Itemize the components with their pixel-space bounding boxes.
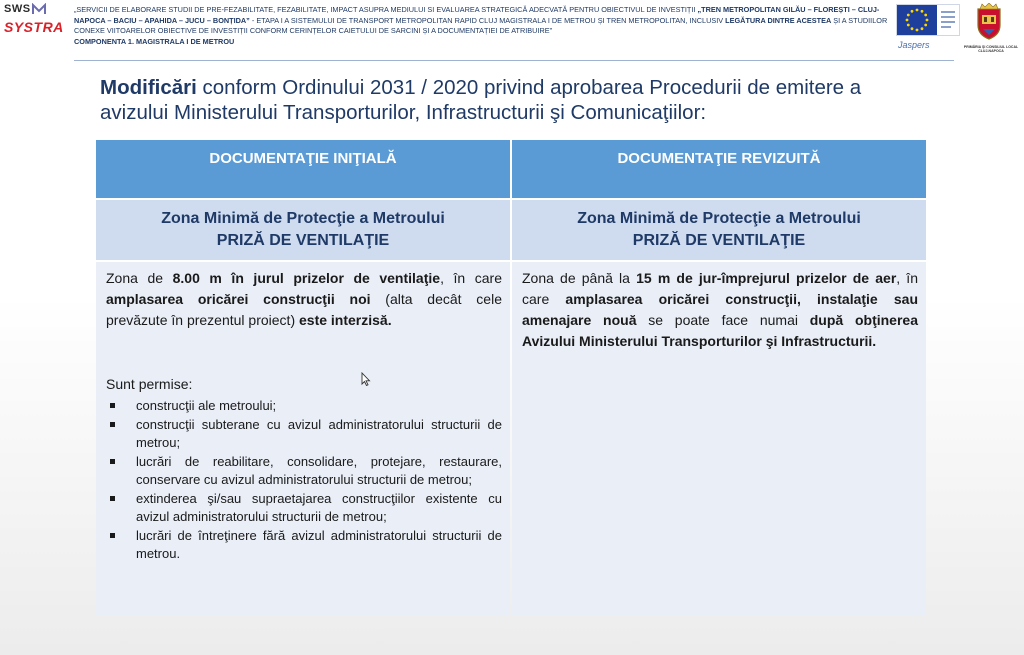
list-item-text: extinderea şi/sau supraetajarea construcţiilor existente cu avizul administratorului structurii de metrou; xyxy=(136,490,502,524)
initial-text-3: (alta decât cele prevăzute în prezentul proiect) xyxy=(106,291,502,328)
subheader-revised-text xyxy=(512,208,926,252)
project-description-end: ȘI A STUDIILOR CONEXE VIITOARELOR OBIECTIVE DE INVESTIȚII CONFORM CERINȚELOR CAIETULUI DE SARCINI ȘI A DOCUMENTAȚIEI DE ATRIBUIRE” xyxy=(74,15,888,35)
revised-rule-text xyxy=(522,268,918,352)
initial-bold-1: 8.00 m în jurul prizelor de ventilaţie xyxy=(172,270,441,286)
body-initial xyxy=(96,262,510,616)
sws-logo-text: SWS xyxy=(4,3,31,15)
body-revised xyxy=(512,262,926,616)
list-item xyxy=(106,416,502,453)
mouse-cursor-icon xyxy=(361,372,371,386)
bullet-icon xyxy=(110,496,115,501)
column-header-revised-label: DOCUMENTAŢIE REVIZUITĂ xyxy=(617,150,821,167)
subheader-initial-text xyxy=(96,208,510,252)
component-title: COMPONENTA 1. MAGISTRALA I DE METROU xyxy=(74,36,235,46)
project-description-mid: - ETAPA I A SISTEMULUI DE TRANSPORT METROPOLITAN RAPID CLUJ MAGISTRALA I DE METROU ȘI TREN METROPOLITAN, INCLUSIV xyxy=(249,15,726,25)
list-item-text: lucrări de reabilitare, consolidare, protejare, restaurare, conservare cu avizul administratorului structurii de metrou; xyxy=(136,453,502,487)
title-text: conform Ordinului 2031 / 2020 privind aprobarea Procedurii de emitere a avizului Ministerului Transporturilor, Infrastructurii şi Comunicaţiilor: xyxy=(100,76,862,124)
document-header xyxy=(0,0,1024,62)
comparison-table xyxy=(96,140,926,616)
systra-logo-text: SYSTRA xyxy=(4,19,64,35)
list-item xyxy=(106,397,502,416)
subheader-initial xyxy=(96,200,510,260)
crest-caption: PRIMĂRIA ŞI CONSILIUL LOCAL CLUJ-NAPOCA xyxy=(963,45,1019,53)
list-item-text: lucrări de întreţinere fără avizul administratorului structurii de metrou. xyxy=(136,527,502,561)
subheader-revised-line2: PRIZĂ DE VENTILAŢIE xyxy=(632,232,806,249)
page-title xyxy=(100,75,920,125)
allowed-title: Sunt permise: xyxy=(106,376,193,392)
project-description xyxy=(74,5,894,47)
initial-text-1: Zona de xyxy=(106,270,173,286)
revised-text-1: Zona de până la xyxy=(522,270,637,286)
metropolitan-logo-icon xyxy=(32,3,46,15)
column-header-initial-label: DOCUMENTAŢIE INIŢIALĂ xyxy=(209,150,397,167)
revised-bold-3: după obţinerea Avizului Ministerului Transporturilor şi Infrastructurii. xyxy=(522,312,918,349)
subheader-revised xyxy=(512,200,926,260)
initial-rule-text xyxy=(106,268,502,331)
project-name-bold: „TREN METROPOLITAN GILĂU – FLOREȘTI – CLUJ-NAPOCA – BACIU – APAHIDA – JUCU – BONȚIDA” xyxy=(74,5,880,25)
project-link-bold: LEGĂTURA DINTRE ACESTEA xyxy=(725,15,832,25)
city-crest-icon xyxy=(974,3,1004,41)
revised-bold-2: amplasarea oricărei construcţii, instalaţie sau amenajare nouă xyxy=(522,291,918,328)
subheader-initial-line1: Zona Minimă de Protecţie a Metroului xyxy=(161,210,445,227)
allowed-list xyxy=(106,397,502,564)
title-bold-word: Modificări xyxy=(100,76,197,99)
eu-flag-icon xyxy=(896,4,960,36)
list-item xyxy=(106,490,502,527)
revised-text-2: , în care xyxy=(522,270,918,307)
bullet-icon xyxy=(110,403,115,408)
header-divider xyxy=(74,60,954,61)
column-header-revised xyxy=(512,140,926,198)
bullet-icon xyxy=(110,422,115,427)
project-description-text: „SERVICII DE ELABORARE STUDII DE PRE-FEZABILITATE, FEZABILITATE, IMPACT ASUPRA MEDIULUI SI EVALUAREA STRATEGICĂ ADECVATĂ PENTRU OBIECTIVUL DE INVESTIȚII xyxy=(74,5,698,14)
sws-systra-logo xyxy=(4,3,62,41)
revised-bold-1: 15 m de jur-împrejurul prizelor de aer xyxy=(636,270,897,286)
bullet-icon xyxy=(110,459,115,464)
initial-bold-2: amplasarea oricărei construcţii noi xyxy=(106,291,371,307)
list-item-text: construcţii subterane cu avizul administratorului structurii de metrou; xyxy=(136,416,502,450)
initial-text-2: , în care xyxy=(440,270,502,286)
list-item-text: construcţii ale metroului; xyxy=(136,398,277,413)
revised-text-3: se poate face numai xyxy=(636,312,810,328)
initial-bold-3: este interzisă. xyxy=(299,312,392,328)
list-item xyxy=(106,453,502,490)
jaspers-logo: Jaspers xyxy=(898,40,930,50)
column-header-initial xyxy=(96,140,510,198)
subheader-revised-line1: Zona Minimă de Protecţie a Metroului xyxy=(577,210,861,227)
bullet-icon xyxy=(110,533,115,538)
subheader-initial-line2: PRIZĂ DE VENTILAŢIE xyxy=(216,232,390,249)
list-item xyxy=(106,527,502,564)
